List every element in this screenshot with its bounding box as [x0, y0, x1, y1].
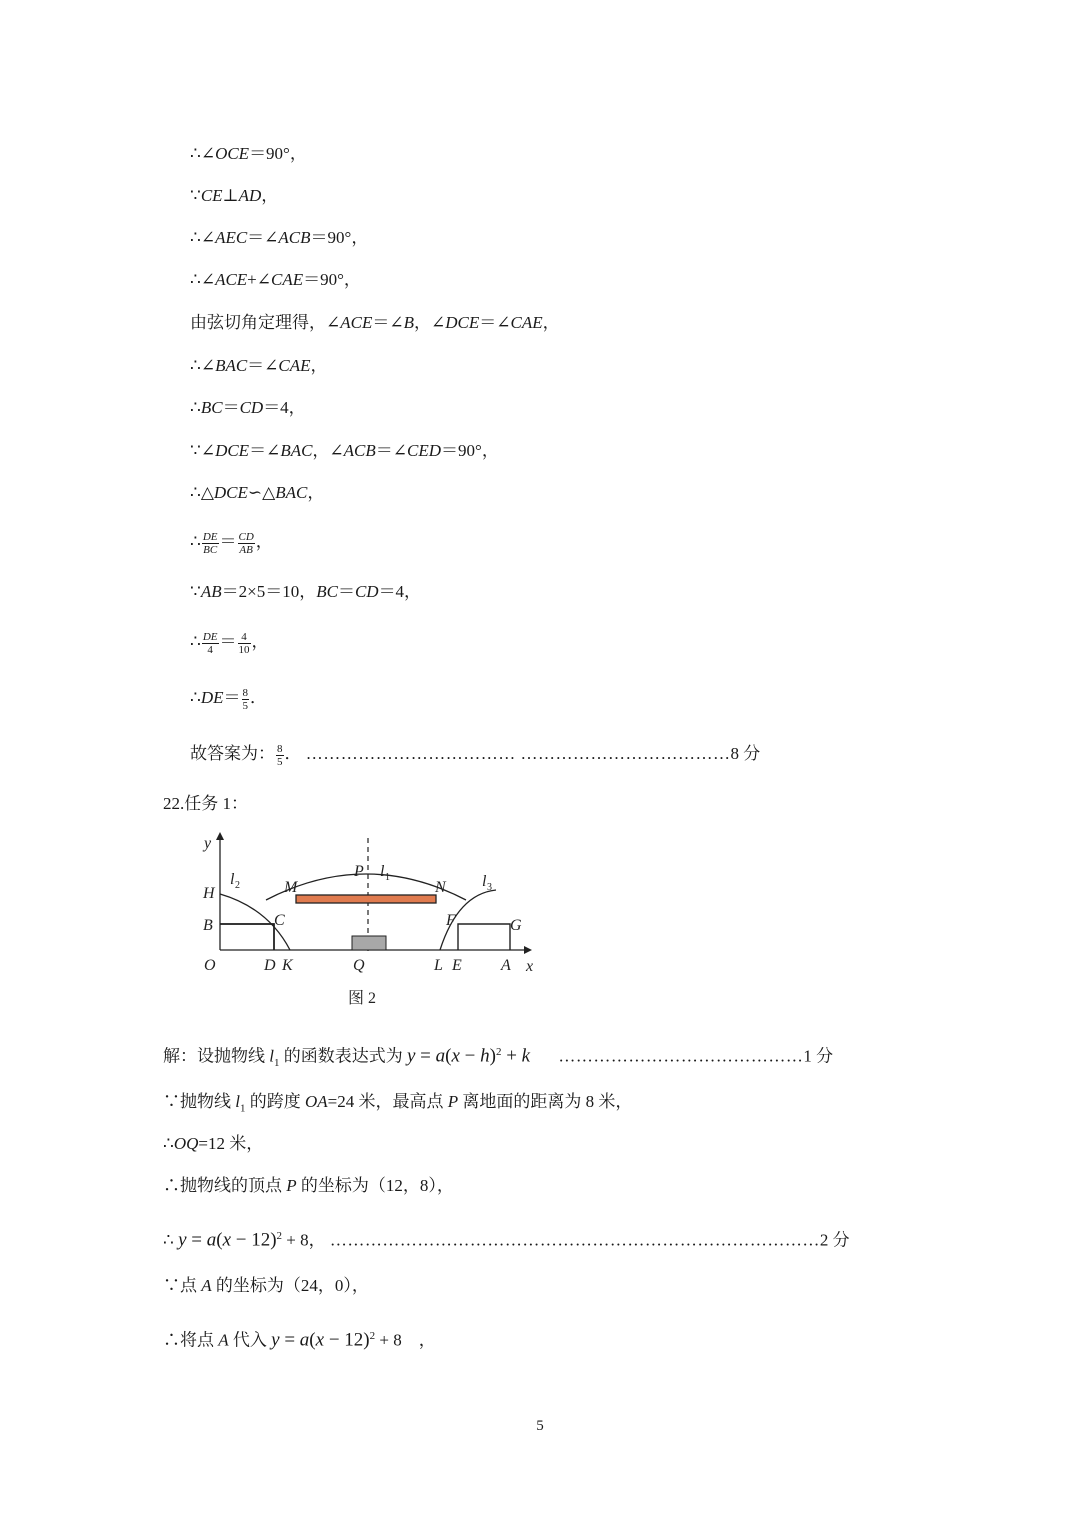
label-k: K: [282, 957, 293, 974]
formula: a: [206, 1229, 217, 1251]
denominator: 5: [242, 699, 248, 712]
text: ＝∠: [247, 356, 279, 375]
text: ＝∠: [479, 313, 511, 332]
line-7: [190, 396, 306, 420]
text: ＝: [222, 398, 240, 417]
score: 2 分: [819, 1230, 850, 1250]
label-q: Q: [353, 957, 365, 974]
label-l2-sub: 2: [235, 880, 240, 891]
text: ∴: [163, 1230, 179, 1250]
text: ＝∠: [375, 441, 408, 460]
label-l2: l: [230, 871, 235, 888]
formula: +: [501, 1045, 522, 1067]
formula: y: [178, 1229, 187, 1251]
label-f: F: [446, 912, 456, 929]
text: ＝: [219, 632, 237, 651]
numerator: 8: [242, 686, 248, 699]
text: ＝2×5＝10，: [221, 582, 317, 601]
line-10: [190, 530, 273, 556]
line-14: [190, 742, 760, 768]
page-number: 5: [536, 1418, 544, 1434]
formula: =: [186, 1229, 207, 1251]
rect-fgea: [458, 924, 510, 950]
line-3: [190, 226, 368, 250]
label-o: O: [204, 957, 216, 974]
text: ＝90°，: [303, 270, 361, 289]
text: ．: [284, 744, 302, 763]
text: ＝: [223, 688, 241, 707]
text: 的跨度: [245, 1092, 305, 1111]
text: ，: [542, 313, 560, 332]
label-l: L: [434, 957, 443, 974]
fraction: [238, 531, 255, 556]
text: 的坐标为（12，8），: [296, 1176, 454, 1195]
text: ＝4，: [263, 398, 306, 417]
text: DCE: [213, 483, 248, 502]
label-p: P: [354, 863, 364, 880]
label-y: y: [204, 835, 212, 852]
superscript: 2: [495, 1046, 502, 1058]
text: ＝4，: [378, 582, 422, 601]
formula: y: [271, 1329, 280, 1351]
label-e: E: [452, 957, 462, 974]
formula: ): [489, 1045, 496, 1067]
text: AB: [200, 582, 222, 601]
text: ∴∠: [190, 270, 216, 289]
text: ∴: [190, 398, 201, 417]
label-l1-sub: 1: [385, 872, 390, 883]
text: l: [269, 1046, 274, 1066]
label-b: B: [203, 917, 213, 934]
formula: x: [315, 1329, 325, 1351]
text: ，: [307, 483, 325, 502]
text: DE: [200, 688, 224, 707]
label-l1: l: [380, 863, 385, 880]
text: ＝: [219, 532, 237, 551]
label-c: C: [274, 912, 285, 929]
text: ∵抛物线: [163, 1092, 236, 1111]
leader-dots: …………………………………………………………………………: [329, 1230, 820, 1250]
line-9: [190, 481, 324, 505]
text: ＝∠: [249, 441, 281, 460]
text: ∵点: [163, 1276, 202, 1295]
denominator: 4: [207, 643, 213, 656]
text: ∴: [190, 532, 201, 551]
text: P: [447, 1092, 459, 1111]
text: CD: [354, 582, 379, 601]
text: CAE: [271, 270, 304, 289]
formula: (: [216, 1229, 223, 1251]
line-13: [190, 686, 267, 712]
text: ACE: [215, 270, 248, 289]
text: OCE: [215, 144, 250, 163]
text: A: [218, 1330, 229, 1350]
text: ，: [261, 186, 279, 205]
label-m: M: [284, 879, 298, 896]
text: ACE: [340, 313, 373, 332]
line-17: [163, 1090, 632, 1120]
formula: x: [451, 1045, 460, 1067]
line-8: [190, 439, 499, 463]
line-12: [190, 630, 269, 656]
formula: y: [406, 1045, 416, 1067]
text: CED: [407, 441, 442, 460]
label-g: G: [510, 917, 522, 934]
line-19: [163, 1174, 454, 1198]
text: ＝90°，: [310, 228, 369, 247]
denominator: 10: [238, 643, 250, 656]
x-axis-arrow: [524, 946, 532, 954]
superscript: 2: [276, 1230, 283, 1242]
text: ＝∠: [372, 313, 404, 332]
text: BC: [200, 398, 223, 417]
text: 代入: [228, 1330, 272, 1350]
numerator: 8: [277, 742, 283, 755]
superscript: 2: [369, 1330, 376, 1342]
text: CE: [200, 186, 223, 205]
text: +∠: [247, 270, 272, 289]
text: CD: [239, 398, 264, 417]
text: 的坐标为（24，0），: [211, 1276, 369, 1295]
text: ＝: [337, 582, 355, 601]
orange-bar: [296, 895, 436, 903]
text: =12 米，: [198, 1134, 264, 1153]
line-18: [163, 1132, 263, 1156]
text: 的函数表达式为: [279, 1046, 407, 1066]
text: ＝90°，: [441, 441, 499, 460]
label-l3: l: [482, 873, 487, 890]
line-6: [190, 354, 328, 378]
gray-box: [352, 936, 386, 950]
label-n: N: [435, 879, 446, 896]
text: l: [235, 1092, 240, 1111]
score: 8 分: [730, 744, 761, 763]
formula: −: [459, 1045, 481, 1067]
line-1: [190, 142, 307, 166]
text: ∴将点: [163, 1330, 219, 1350]
text: 由弦切角定理得，∠: [190, 313, 341, 332]
label-d: D: [264, 957, 276, 974]
formula: h: [480, 1045, 490, 1067]
line-5: [190, 311, 560, 335]
text: ，: [255, 532, 273, 551]
score: 1 分: [803, 1046, 834, 1066]
text: BAC: [280, 441, 313, 460]
text: ∴∠: [190, 356, 216, 375]
line-22: [163, 1324, 436, 1353]
formula: (: [445, 1045, 452, 1067]
numerator: DE: [202, 630, 218, 643]
subscript: 1: [273, 1057, 280, 1070]
text: ∽△: [247, 483, 276, 502]
text: ∴: [190, 688, 201, 707]
line-20: [163, 1224, 850, 1253]
line-2: [190, 184, 278, 208]
text: 离地面的距离为 8 米，: [458, 1092, 633, 1111]
text: DCE: [445, 313, 480, 332]
formula: + 8，: [282, 1230, 326, 1250]
fraction: [276, 743, 284, 768]
formula: =: [279, 1329, 300, 1351]
line-11: [190, 580, 421, 604]
formula: − 12): [231, 1229, 277, 1251]
text: CAE: [510, 313, 543, 332]
formula: =: [415, 1045, 436, 1067]
formula: k: [521, 1045, 531, 1067]
text: ．: [250, 688, 267, 707]
text: ∵∠: [190, 441, 216, 460]
subscript: 1: [239, 1102, 246, 1115]
text: ∴: [190, 632, 201, 651]
label-x: x: [526, 958, 534, 975]
fraction: [202, 631, 219, 656]
label-a: A: [501, 957, 511, 974]
formula: + 8 ，: [375, 1330, 436, 1350]
text: ＝90°，: [249, 144, 307, 163]
numerator: DE: [202, 530, 218, 543]
formula: a: [299, 1329, 310, 1351]
text: ，: [251, 632, 269, 651]
text: ∴抛物线的顶点: [163, 1176, 287, 1195]
text: ＝∠: [247, 228, 279, 247]
text: ，∠: [414, 313, 446, 332]
rect-bcd: [220, 924, 274, 950]
text: AEC: [215, 228, 248, 247]
text: =24 米，最高点: [327, 1092, 448, 1111]
text: ，: [310, 356, 328, 375]
leader-dots: ……………………………… ………………………………: [305, 744, 731, 763]
formula: (: [309, 1329, 316, 1351]
text: P: [286, 1176, 297, 1195]
text: BAC: [275, 483, 308, 502]
fraction: [202, 531, 219, 556]
formula: − 12): [324, 1329, 370, 1351]
denominator: 5: [277, 755, 283, 768]
text: BC: [316, 582, 338, 601]
text: A: [201, 1276, 212, 1295]
fraction: [238, 631, 251, 656]
text: ∵: [190, 186, 201, 205]
leader-dots: ……………………………………: [558, 1046, 804, 1066]
text: ∴∠: [190, 144, 216, 163]
label-l3-sub: 3: [487, 882, 492, 893]
text: B: [403, 313, 414, 332]
text: OQ: [173, 1134, 199, 1153]
text: 解：设抛物线: [163, 1046, 270, 1066]
text: ∵: [190, 582, 201, 601]
numerator: CD: [238, 530, 254, 543]
numerator: 4: [238, 631, 251, 644]
text: BAC: [215, 356, 248, 375]
formula: x: [222, 1229, 231, 1251]
text: ACB: [278, 228, 311, 247]
fraction: [242, 687, 250, 712]
text: ∴∠: [190, 228, 216, 247]
y-axis-arrow: [216, 832, 224, 840]
text: ，∠: [312, 441, 344, 460]
line-21: [163, 1274, 369, 1298]
label-h: H: [203, 885, 215, 902]
text: DCE: [215, 441, 250, 460]
text: 故答案为：: [190, 744, 275, 763]
text: OA: [304, 1092, 328, 1111]
text: AD: [238, 186, 262, 205]
line-15: [163, 792, 248, 816]
text: ∴: [163, 1134, 174, 1153]
text: CAE: [278, 356, 311, 375]
formula: a: [435, 1045, 446, 1067]
text: ∴△: [190, 483, 214, 502]
denominator: BC: [203, 543, 218, 556]
text: ACB: [343, 441, 376, 460]
text: 22.任务 1：: [163, 794, 248, 813]
parabola-figure: [190, 828, 540, 1013]
denominator: AB: [239, 543, 253, 556]
text: ⊥: [222, 186, 239, 205]
line-16: [163, 1040, 833, 1075]
line-4: [190, 268, 361, 292]
figure-caption: 图 2: [348, 990, 377, 1007]
